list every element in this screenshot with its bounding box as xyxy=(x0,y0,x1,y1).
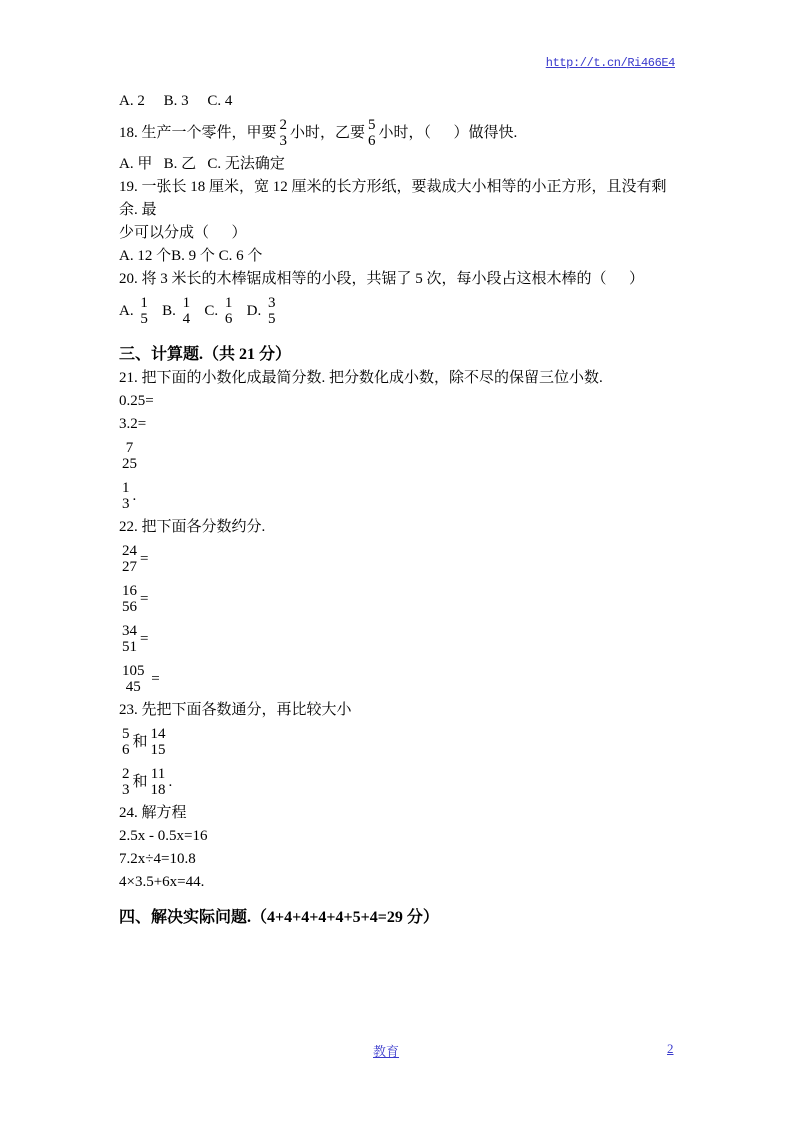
text-run: 少可以分成（ ） xyxy=(119,225,247,241)
fraction-denominator: 18 xyxy=(150,782,166,798)
q22-item1 xyxy=(119,539,684,579)
text-run: = xyxy=(140,631,149,647)
footer-education-link[interactable]: 教育 xyxy=(373,1044,400,1059)
text-run: A. 甲 B. 乙 C. 无法确定 xyxy=(119,156,285,172)
q19-text-line2 xyxy=(119,222,684,245)
header-url-link[interactable]: http://t.cn/Ri466E4 xyxy=(545,56,675,70)
fraction-denominator: 15 xyxy=(150,742,166,758)
fraction-numerator: 2 xyxy=(279,117,288,133)
text-run: 三、计算题.（共 21 分） xyxy=(119,346,292,363)
text-run: 小时，（ ）做得快. xyxy=(378,125,518,141)
q24-eq3 xyxy=(119,871,684,894)
text-run: 7.2x÷4=10.8 xyxy=(119,851,196,867)
fraction-denominator: 3 xyxy=(122,782,130,798)
q23-text xyxy=(119,699,684,722)
fraction xyxy=(368,117,376,149)
fraction xyxy=(122,583,137,615)
q20-options xyxy=(119,291,684,331)
section4-heading xyxy=(119,906,684,930)
q21-item2 xyxy=(119,413,684,436)
q24-eq2 xyxy=(119,848,684,871)
q21-text xyxy=(119,367,684,390)
fraction-numerator: 2 xyxy=(122,766,130,782)
text-run: 小时，乙要 xyxy=(290,125,366,141)
q24-eq1 xyxy=(119,825,684,848)
q21-item4 xyxy=(119,476,684,516)
text-run: 0.25= xyxy=(119,393,154,409)
q23-pair2 xyxy=(119,762,684,802)
q22-item3 xyxy=(119,619,684,659)
q17-options xyxy=(119,90,684,113)
fraction xyxy=(268,295,276,327)
text-run: . xyxy=(168,774,173,790)
fraction xyxy=(122,440,137,472)
fraction xyxy=(140,295,148,327)
section3-heading xyxy=(119,343,684,367)
fraction-denominator: 5 xyxy=(267,311,276,327)
text-run: B. xyxy=(150,303,180,319)
q18-text xyxy=(119,113,684,153)
q20-text xyxy=(119,268,684,291)
fraction-numerator: 5 xyxy=(368,117,376,133)
fraction-denominator: 6 xyxy=(224,311,233,327)
fraction xyxy=(122,480,130,512)
fraction xyxy=(151,766,166,798)
fraction-denominator: 3 xyxy=(279,133,288,149)
fraction xyxy=(151,726,166,758)
q22-item2 xyxy=(119,579,684,619)
text-run: 19. 一张长 18 厘米，宽 12 厘米的长方形纸，要裁成大小相等的小正方形，且没有剩余. 最 xyxy=(119,179,667,218)
q19-text-line1 xyxy=(119,176,684,222)
q23-pair1 xyxy=(119,722,684,762)
text-run: A. 2 B. 3 C. 4 xyxy=(119,93,233,109)
fraction-denominator: 25 xyxy=(122,456,137,472)
text-run: D. xyxy=(235,303,265,319)
text-run: 和 xyxy=(132,774,148,790)
fraction xyxy=(183,295,191,327)
text-run: 18. 生产一个零件，甲要 xyxy=(119,125,277,141)
text-run: 3.2= xyxy=(119,416,147,432)
fraction-numerator: 34 xyxy=(122,623,137,639)
fraction xyxy=(122,623,137,655)
document-content xyxy=(119,90,684,930)
q22-text xyxy=(119,516,684,539)
q21-item3 xyxy=(119,436,684,476)
fraction-denominator: 6 xyxy=(122,742,130,758)
fraction xyxy=(122,726,130,758)
fraction-denominator: 3 xyxy=(122,496,130,512)
text-run: . xyxy=(132,488,137,504)
fraction-numerator: 16 xyxy=(122,583,137,599)
fraction-numerator: 5 xyxy=(122,726,130,742)
fraction-numerator: 105 xyxy=(122,663,145,679)
text-run: 22. 把下面各分数约分. xyxy=(119,519,266,535)
text-run: 2.5x - 0.5x=16 xyxy=(119,828,208,844)
text-run: A. xyxy=(119,303,138,319)
fraction xyxy=(225,295,233,327)
fraction-denominator: 6 xyxy=(368,133,376,149)
fraction-denominator: 5 xyxy=(140,311,148,327)
fraction-numerator: 1 xyxy=(140,295,148,311)
text-run: 23. 先把下面各数通分，再比较大小 xyxy=(119,702,352,718)
fraction-denominator: 51 xyxy=(122,639,137,655)
text-run: = xyxy=(147,671,160,687)
text-run: = xyxy=(140,591,149,607)
fraction-numerator: 7 xyxy=(125,440,134,456)
q18-options xyxy=(119,153,684,176)
fraction-denominator: 56 xyxy=(122,599,137,615)
q24-text xyxy=(119,802,684,825)
q22-item4 xyxy=(119,659,684,699)
fraction-denominator: 4 xyxy=(182,311,191,327)
text-run: A. 12 个B. 9 个 C. 6 个 xyxy=(119,248,263,264)
fraction-numerator: 3 xyxy=(267,295,276,311)
text-run: 21. 把下面的小数化成最简分数. 把分数化成小数，除不尽的保留三位小数. xyxy=(119,370,603,386)
fraction-numerator: 24 xyxy=(122,543,137,559)
fraction xyxy=(122,766,130,798)
fraction-numerator: 11 xyxy=(150,766,166,782)
text-run: 24. 解方程 xyxy=(119,805,187,821)
q19-options xyxy=(119,245,684,268)
q21-item1 xyxy=(119,390,684,413)
text-run: 和 xyxy=(132,734,148,750)
page-number[interactable]: 2 xyxy=(667,1041,674,1056)
fraction-denominator: 45 xyxy=(125,679,141,695)
fraction-denominator: 27 xyxy=(122,559,137,575)
fraction-numerator: 1 xyxy=(182,295,191,311)
fraction-numerator: 1 xyxy=(122,480,130,496)
fraction xyxy=(280,117,288,149)
text-run: C. xyxy=(193,303,222,319)
text-run: = xyxy=(140,551,149,567)
fraction xyxy=(122,663,145,695)
fraction-numerator: 1 xyxy=(224,295,233,311)
text-run: 20. 将 3 米长的木棒锯成相等的小段，共锯了 5 次，每小段占这根木棒的（ ） xyxy=(119,271,645,287)
text-run: 4×3.5+6x=44. xyxy=(119,874,205,890)
text-run: 四、解决实际问题.（4+4+4+4+4+5+4=29 分） xyxy=(119,909,439,926)
fraction-numerator: 14 xyxy=(150,726,166,742)
fraction xyxy=(122,543,137,575)
